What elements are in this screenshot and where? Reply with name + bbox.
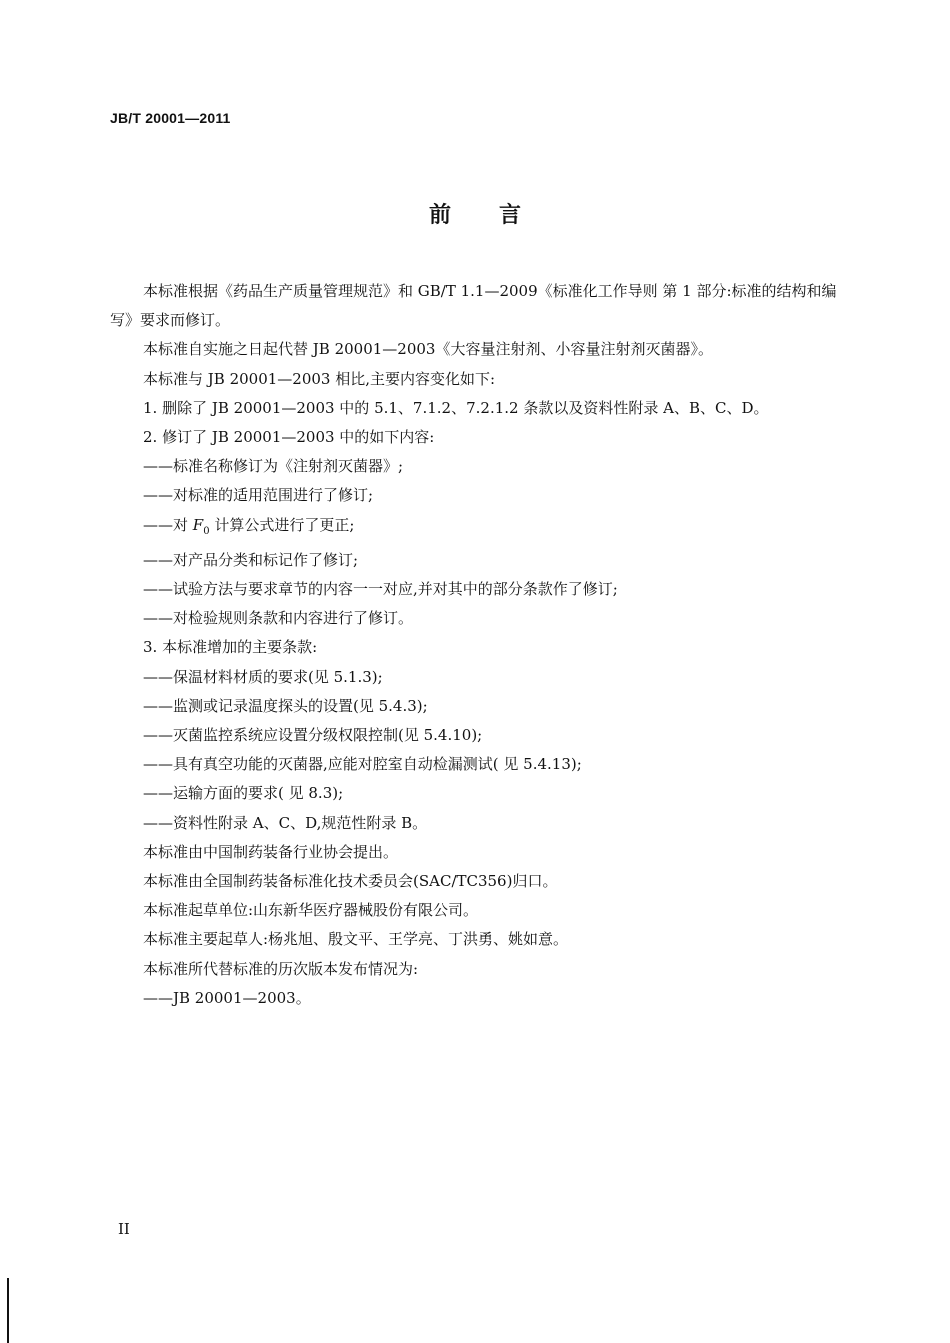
list-item: ——对产品分类和标记作了修订; — [143, 550, 359, 569]
list-item-suffix: 计算公式进行了更正; — [209, 515, 355, 534]
paragraph-replaces: 本标准自实施之日起代替 JB 20001—2003《大容量注射剂、小容量注射剂灭菌器》。 — [143, 340, 713, 359]
page-number: II — [118, 1220, 130, 1238]
list-item: ——试验方法与要求章节的内容一一对应,并对其中的部分条款作了修订; — [143, 580, 618, 599]
f0-symbol: $F_0$ — [192, 515, 210, 537]
paragraph-drafting-unit: 本标准起草单位:山东新华医疗器械股份有限公司。 — [143, 901, 479, 920]
standard-number: JB/T 20001—2011 — [110, 110, 231, 126]
list-item: ——保温材料材质的要求(见 5.1.3); — [143, 667, 383, 686]
list-item: ——灭菌监控系统应设置分级权限控制(见 5.4.10); — [143, 726, 483, 745]
list-item-added: 3. 本标准增加的主要条款: — [143, 638, 318, 657]
paragraph-proposer: 本标准由中国制药装备行业协会提出。 — [143, 842, 399, 861]
list-item: ——对检验规则条款和内容进行了修订。 — [143, 609, 414, 628]
paragraph-basis: 本标准根据《药品生产质量管理规范》和 GB/T 1.1—2009《标准化工作导则 第 1 部分:标准的结构和编写》要求而修订。 — [110, 282, 837, 330]
paragraph-committee: 本标准由全国制药装备标准化技术委员会(SAC/TC356)归口。 — [143, 872, 558, 891]
paragraph-changes-intro: 本标准与 JB 20001—2003 相比,主要内容变化如下: — [143, 369, 496, 388]
body-text — [110, 277, 858, 1013]
list-item: ——资料性附录 A、C、D,规范性附录 B。 — [143, 813, 428, 832]
list-item: ——监测或记录温度探头的设置(见 5.4.3); — [143, 696, 428, 715]
list-item-revised: 2. 修订了 JB 20001—2003 中的如下内容: — [143, 428, 435, 447]
paragraph-drafters: 本标准主要起草人:杨兆旭、殷文平、王学亮、丁洪勇、姚如意。 — [143, 930, 569, 949]
list-item-deleted: 1. 删除了 JB 20001—2003 中的 5.1、7.1.2、7.2.1.2 条款以及资料性附录 A、B、C、D。 — [143, 398, 769, 417]
list-item-f0 — [110, 511, 858, 546]
scan-edge-line — [7, 1278, 9, 1343]
list-item: ——标准名称修订为《注射剂灭菌器》; — [143, 457, 404, 476]
list-item: ——JB 20001—2003。 — [143, 988, 311, 1007]
paragraph-history: 本标准所代替标准的历次版本发布情况为: — [143, 959, 419, 978]
page-title: 前言 — [428, 202, 569, 228]
list-item-prefix: ——对 — [143, 515, 193, 534]
list-item: ——具有真空功能的灭菌器,应能对腔室自动检漏测试( 见 5.4.13); — [143, 755, 582, 774]
list-item: ——运输方面的要求( 见 8.3); — [143, 784, 344, 803]
list-item: ——对标准的适用范围进行了修订; — [143, 486, 374, 505]
